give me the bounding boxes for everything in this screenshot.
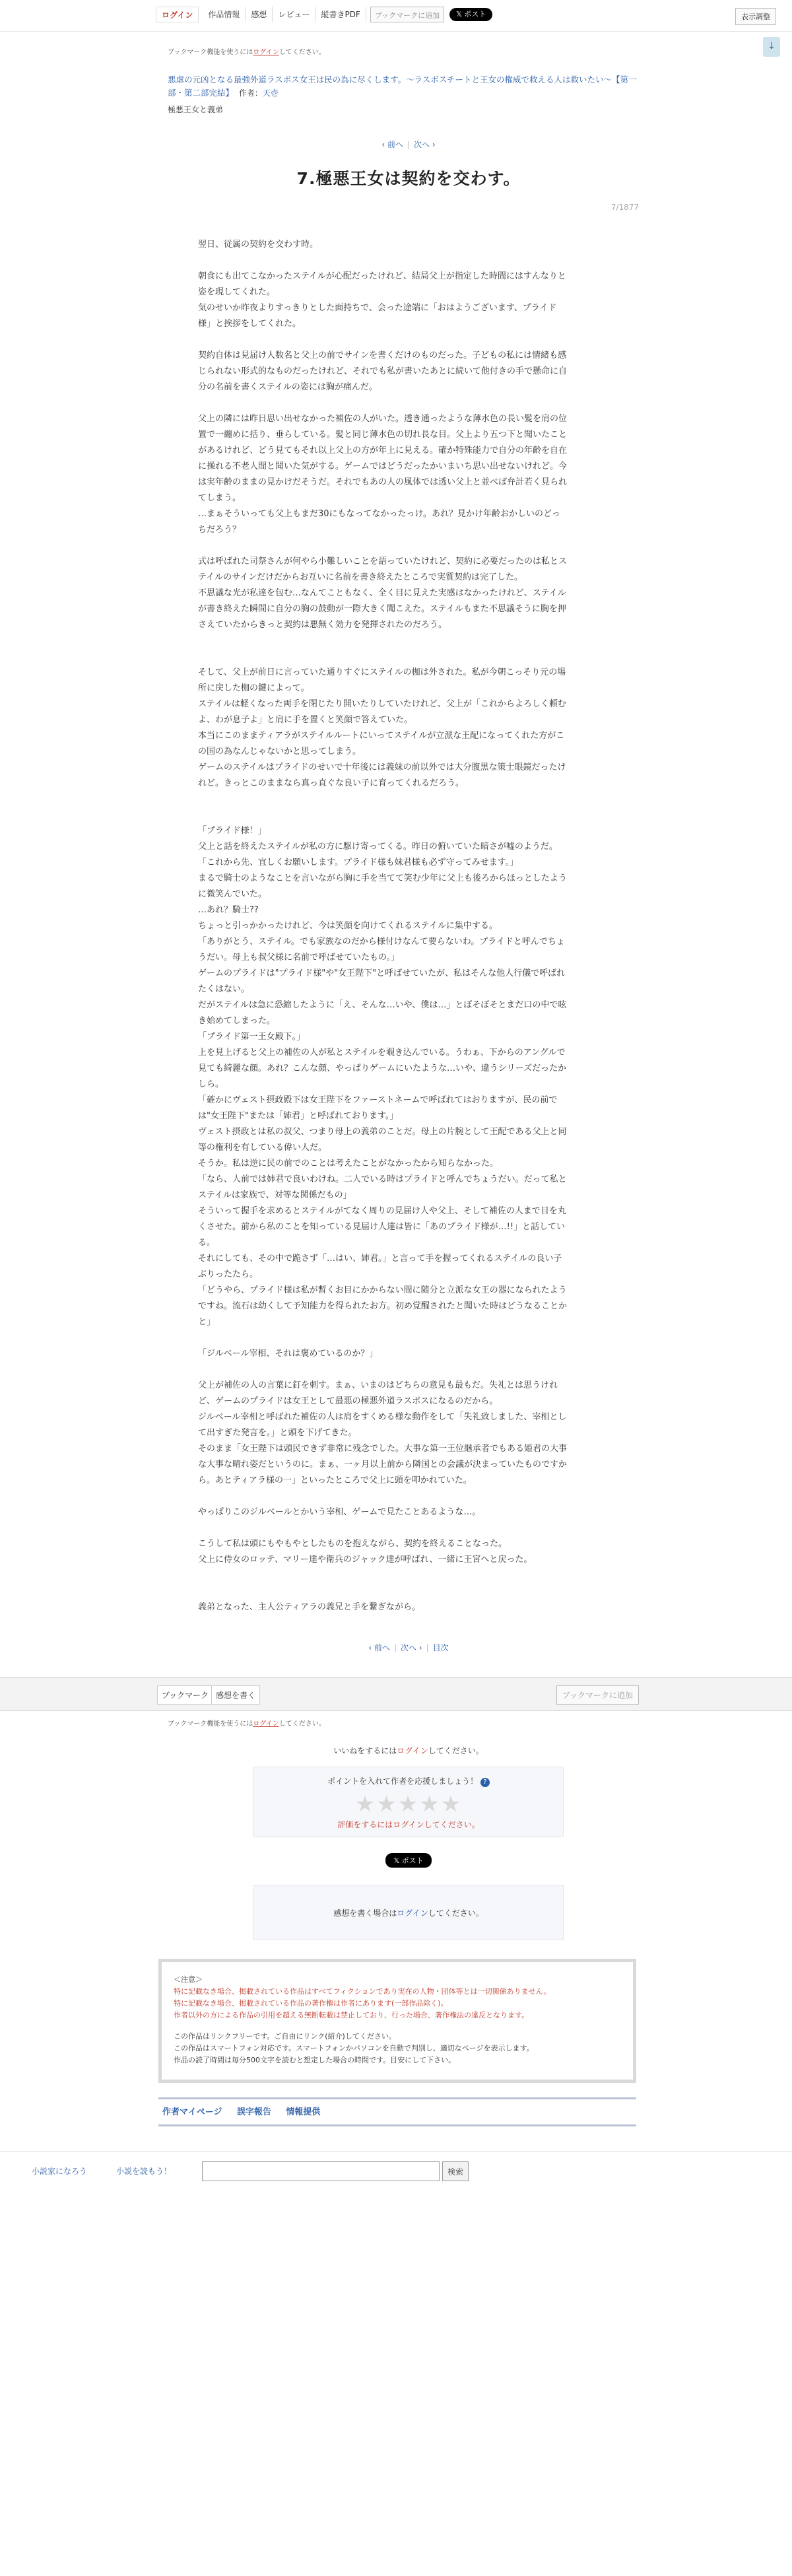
like-line: いいねをするにはログインしてください。 (333, 1746, 484, 1755)
notice-line: 作品の読了時間は毎分500文字を読むと想定した場合の時間です。目安にして下さい。 (174, 2056, 456, 2064)
body-paragraph: そうか。私は逆に民の前でのことは考えたことがなかったから知らなかった。 (198, 1159, 499, 1169)
body-paragraph (198, 332, 568, 348)
prev-link[interactable]: ‹ 前へ (381, 140, 403, 149)
evaluation-login-link[interactable]: ログイン (393, 1820, 424, 1829)
next-link[interactable]: 次へ › (414, 140, 436, 149)
display-settings-button[interactable]: 表示調整 (735, 8, 776, 25)
bottom-pager: ‹ 前へ | 次へ › | 目次 (368, 1643, 449, 1652)
star-rating[interactable]: ★★★★★ (354, 1791, 463, 1817)
evaluation-box: ポイントを入れて作者を応援しましょう！ ? ★★★★★ 評価をするにはログインしてください。 (253, 1767, 564, 1837)
bookmark-add-button-bottom[interactable]: ブックマークに追加 (556, 1685, 639, 1705)
action-bar (0, 1677, 792, 1711)
bookmark-add-button[interactable]: ブックマークに追加 (370, 7, 444, 22)
x-post-button[interactable]: 𝕏 ポスト (449, 8, 492, 21)
body-paragraph (198, 395, 568, 411)
body-paragraph: 「これから先、宜しくお願いします。プライド様も妹君様も必ず守ってみせます。」 (198, 858, 519, 867)
next-link-bottom[interactable]: 次へ › (400, 1643, 422, 1652)
body-paragraph: 朝食にも出てこなかったステイルが心配だったけれど、結局父上が指定した時間にはすんなりと姿を現してくれた。 (198, 271, 566, 297)
body-paragraph (198, 807, 568, 823)
body-paragraph: …まぁそういっても父上もまだ30にもなってなかったっけ。あれ？見かけ年齢おかしいのどっちだろう？ (198, 509, 560, 535)
evaluation-login-note: 評価をするにはログインしてください。 (337, 1820, 480, 1829)
comment-box: 感想を書く場合はログインしてください。 (253, 1885, 564, 1940)
body-paragraph: だがステイルは急に恐縮したように「え、そんな…いや、僕は…」とぼそぼそとまだ口の中で呟き始めてしまった。 (198, 1000, 567, 1026)
comment-login-link[interactable]: ログイン (397, 1909, 428, 1918)
body-paragraph (198, 1520, 568, 1536)
author-name-link[interactable]: 天壱 (262, 88, 279, 98)
notice-box (158, 1959, 636, 2083)
body-paragraph: 父上に侍女のロッテ、マリー達や衛兵のジャック達が呼ばれ、一緒に王宮へと戻った。 (198, 1555, 533, 1565)
body-paragraph: …あれ？騎士?? (198, 905, 259, 915)
notice-heading: ＜注意＞ (174, 1975, 203, 1984)
body-paragraph: 不思議な光が私達を包む…なんてこともなく、全く目に見えた実感はなかったけれど、ステイルが書き終えた瞬間に自分の胸の鼓動が一際大きく聞こえた。ステイルもまた不思議そうに胸を押さえていたからきっと契約は悪無く効力を発揮されたのだろう。 (198, 588, 566, 630)
body-paragraph: 「なら、人前では姉君で良いわけね。二人でいる時はプライドと呼んでちょうだい。だって私とステイルは家族で、対等な関係だもの」 (198, 1174, 567, 1200)
body-paragraph: 「どうやら、プライド様は私が暫くお目にかからない間に随分と立派な女王の器になられたようですね。流石は幼くして予知能力を得られたお方。初め覚醒されたと聞いた時はどうなることかと」 (198, 1285, 568, 1327)
search-input[interactable] (202, 2161, 440, 2181)
body-paragraph: 契約自体は見届け人数名と父上の前でサインを書くだけのものだった。子どもの私には情緒も感じられない形式的なものだったけれど、それでも私が書いたあとに続いて他付きの手で懸命に自分の名前を書くステイルの姿には胸が痛んだ。 (198, 351, 568, 392)
body-paragraph (198, 633, 568, 649)
body-paragraph: 気のせいか昨夜よりすっきりとした面持ちで、会った途端に「おはようございます、プライド様」と挨拶をしてくれた。 (198, 303, 557, 329)
footer-narou-link[interactable]: 小説家になろう (32, 2167, 88, 2176)
chapter-body (198, 237, 568, 1615)
scroll-down-icon[interactable]: ↓ (763, 37, 780, 57)
body-paragraph: 「プライド様！」 (198, 826, 267, 836)
body-paragraph: 「ありがとう、ステイル。でも家族なのだから様付けなんて要らないわ。プライドと呼んでちょうだい。母上も叔父様に名前で呼ばせていたもの。」 (198, 937, 565, 963)
help-icon[interactable]: ? (480, 1778, 490, 1787)
body-paragraph: ステイルは軽くなった両手を閉じたり開いたりしていたけれど、父上が「これからよろしく頼むよ、わが息子よ」と肩に手を置くと笑顔で答えていた。 (198, 699, 566, 725)
body-paragraph: 父上の隣には昨日思い出せなかった補佐の人がいた。透き通ったような薄水色の長い髪を肩の位置で一纏めに括り、垂らしている。髪と同じ薄水色の切れ長な目。父上より五つ下と聞いたことがあるけれど、どう見てもそれ以上父上の方が年上に見える。確か特殊能力で自分の年齢を自在に操れる不老人間と聞いた気がする。ゲームではどうだったかいまいち思い出せないけれど。今は実年齢のままの見かけだそうだ。それでもあの人の風体では透い父上と並べば弁計若く見られてしまう。 (198, 414, 568, 503)
body-paragraph (198, 538, 568, 554)
nav-login[interactable]: ログイン (156, 7, 199, 22)
body-paragraph: そういって握手を求めるとステイルがてなく周りの見届け人や父上、そして補佐の人まで目を丸くさせた。前から私のことを知っている見届け人達は皆に「あのプライド様が…!!」と話している。 (198, 1206, 566, 1248)
body-paragraph: そして、父上が前日に言っていた通りすぐにステイルの枷は外された。私が今朝こっそり元の場所に戻した枷の鍵によって。 (198, 667, 566, 693)
bottom-container (168, 1718, 649, 1940)
body-paragraph: 上を見上げると父上の補佐の人が私とステイルを覗き込んでいる。うわぁ、下からのアングルで見ても綺麗な顔。あれ？こんな顔、やっぱりゲームにいたような…いや、違うシリーズだったかしら。 (198, 1048, 567, 1089)
notice-red-line: 作者以外の方による作品の引用を超える無断転載は禁止しており、行った場合、著作権法の違反となります。 (174, 2011, 529, 2019)
body-paragraph (198, 1330, 568, 1346)
body-paragraph (198, 253, 568, 269)
body-paragraph (198, 1568, 568, 1584)
body-paragraph: ゲームのプライドは"プライド様"や"女王陛下"と呼ばせていたが、私はそんな他人行儀で呼ばれたくはない。 (198, 968, 566, 994)
notice-red-line: 特に記載なき場合、掲載されている作品の著作権は作者にあります(一部作品除く)。 (174, 1999, 448, 2008)
nav-impressions[interactable]: 感想 (246, 7, 273, 22)
body-paragraph: まるで騎士のようなことを言いながら胸に手を当てて笑む少年に父上も後ろからほっとしたように微笑んでいた。 (198, 873, 567, 899)
nav-review[interactable]: レビュー (273, 7, 315, 22)
body-paragraph (198, 649, 568, 665)
body-paragraph: ゲームのステイルはプライドのせいで十年後には義妹の前以外では大分腹黒な策士眼鏡だったけれど。きっとこのままなら真っ直ぐな良い子に育ってくれるだろう。 (198, 763, 566, 788)
body-paragraph: ちょっと引っかかったけれど、今は笑顔を向けてくれるステイルに集中する。 (198, 921, 498, 931)
tab-bookmark[interactable]: ブックマーク (157, 1685, 213, 1705)
bottom-links-bar (158, 2097, 636, 2126)
prev-link-bottom[interactable]: ‹ 前へ (368, 1643, 390, 1652)
body-paragraph (198, 1489, 568, 1505)
nav-novel-info[interactable]: 作品情報 (203, 7, 246, 22)
body-paragraph: 「ジルベール宰相、それは褒めているのか？」 (198, 1349, 378, 1359)
toc-link[interactable]: 目次 (432, 1643, 449, 1652)
x-post-button-bottom[interactable]: 𝕏 ポスト (385, 1853, 431, 1868)
body-paragraph: 式は呼ばれた司祭さんが何やら小難しいことを語っていたけれど、契約に必要だったのは私とステイルのサインだけだからお互いに名前を書き終えたところで実質契約は完了した。 (198, 557, 568, 582)
body-paragraph: それにしても、その中で跪さず「…はい、姉君。」と言って手を握ってくれるステイルの良い子ぶりったたら。 (198, 1254, 562, 1279)
notice-line: この作品はスマートフォン対応です。スマートフォンかパソコンを自動で判別し、適切なページを表示します。 (174, 2044, 534, 2052)
tab-write-review[interactable]: 感想を書く (211, 1685, 260, 1705)
body-paragraph: ヴェスト摂政とは私の叔父、つまり母上の義弟のことだ。母上の片腕として王配である父上と同等の権利を有している偉い人だ。 (198, 1127, 567, 1153)
body-paragraph: 義弟となった、主人公ティアラの義兄と手を繋ぎながら。 (198, 1602, 420, 1612)
body-paragraph (198, 1362, 568, 1378)
author-mypage-link[interactable]: 作者マイページ (162, 2107, 222, 2117)
body-paragraph: 「プライド第一王女殿下。」 (198, 1032, 306, 1042)
footer-yomou-link[interactable]: 小説を読もう！ (116, 2167, 172, 2176)
bookmark-login-link-bottom[interactable]: ログイン (253, 1720, 279, 1728)
footer (0, 2152, 792, 2191)
author-line: 作者：天壱 (238, 88, 279, 98)
body-paragraph: やっぱりこのジルベールとかいう宰相、ゲームで見たことあるような…。 (198, 1507, 481, 1517)
series-title-link[interactable]: 悪虐の元凶となる最強外道ラスボス女王は民の為に尽くします。〜ラスボスチートと王女の権威で救える人は救いたい〜【第一部・第二部完結】 作者：天壱 (168, 75, 637, 98)
bookmark-login-link[interactable]: ログイン (253, 49, 279, 56)
top-nav (156, 7, 492, 22)
typo-report-link[interactable]: 誤字報告 (236, 2107, 271, 2117)
nav-vertical-pdf[interactable]: 縦書きPDF (315, 7, 366, 22)
like-login-link[interactable]: ログイン (397, 1746, 428, 1755)
body-paragraph: 翌日、従属の契約を交わす時。 (198, 240, 319, 250)
search-button[interactable]: 検索 (442, 2161, 469, 2181)
body-paragraph: 父上が補佐の人の言葉に釘を刺す。まぁ、いまのはどちらの意見も最もだ。失礼とは思うけれど、ゲームのプライドは女王として最悪の極悪外道ラスボスになるのだから。 (198, 1380, 558, 1406)
bookmark-note-bottom: ブックマーク機能を使うにはログインしてください。 (168, 1720, 325, 1728)
body-paragraph: 本当にこのままティアラがステイルルートにいってステイルが立派な王配になってくれた方がこの国の為なんじゃないかと思ってしまう。 (198, 731, 565, 757)
body-paragraph: そのまま「女王陛下は頭民できず非常に残念でした。大事な第一王位継承者でもある姫君の大事な大事な晴れ姿だというのに。まぁ、一ヶ月以上前から隣国との会議が決まっていたものですから。あとティアラ様の一」といったところで父上に頭を叩かれていた。 (198, 1444, 568, 1485)
chapter-title: 7.極悪王女は契約を交わす。 (296, 169, 521, 188)
info-provide-link[interactable]: 情報提供 (286, 2107, 321, 2117)
bookmark-note: ブックマーク機能を使うにはログインしてください。 (168, 49, 325, 56)
notice-line: この作品はリンクフリーです。ご自由にリンク(紹介)してください。 (174, 2032, 396, 2041)
body-paragraph (198, 792, 568, 807)
top-bar (0, 0, 792, 32)
notice-red-line: 特に記載なき場合、掲載されている作品はすべてフィクションであり実在の人物・団体等とは一切関係ありません。 (174, 1987, 551, 1996)
body-paragraph: 父上と話を終えたステイルが私の方に駆け寄ってくる。昨日の俯いていた暗さが嘘のようだ。 (198, 842, 558, 852)
chapter-group-title: 極悪王女と義弟 (168, 105, 224, 114)
novel-container (168, 46, 649, 1653)
body-paragraph: こうして私は頭にもやもやとしたものを抱えながら、契約を終えることなった。 (198, 1539, 508, 1549)
body-paragraph: ジルベール宰相と呼ばれた補佐の人は肩をすくめる様な動作をして「失礼致しました、宰相として出すぎた発言を。」と頭を下げてきた。 (198, 1412, 567, 1438)
body-paragraph: 「確かにヴェスト摂政殿下は女王陛下をファーストネームで呼ばれてはおりますが、民の前では"女王陛下"または「姉君」と呼ばれております。」 (198, 1095, 558, 1121)
body-paragraph (198, 1584, 568, 1600)
top-pager: ‹ 前へ | 次へ › (381, 140, 436, 149)
page-counter: 7/1877 (610, 203, 639, 212)
